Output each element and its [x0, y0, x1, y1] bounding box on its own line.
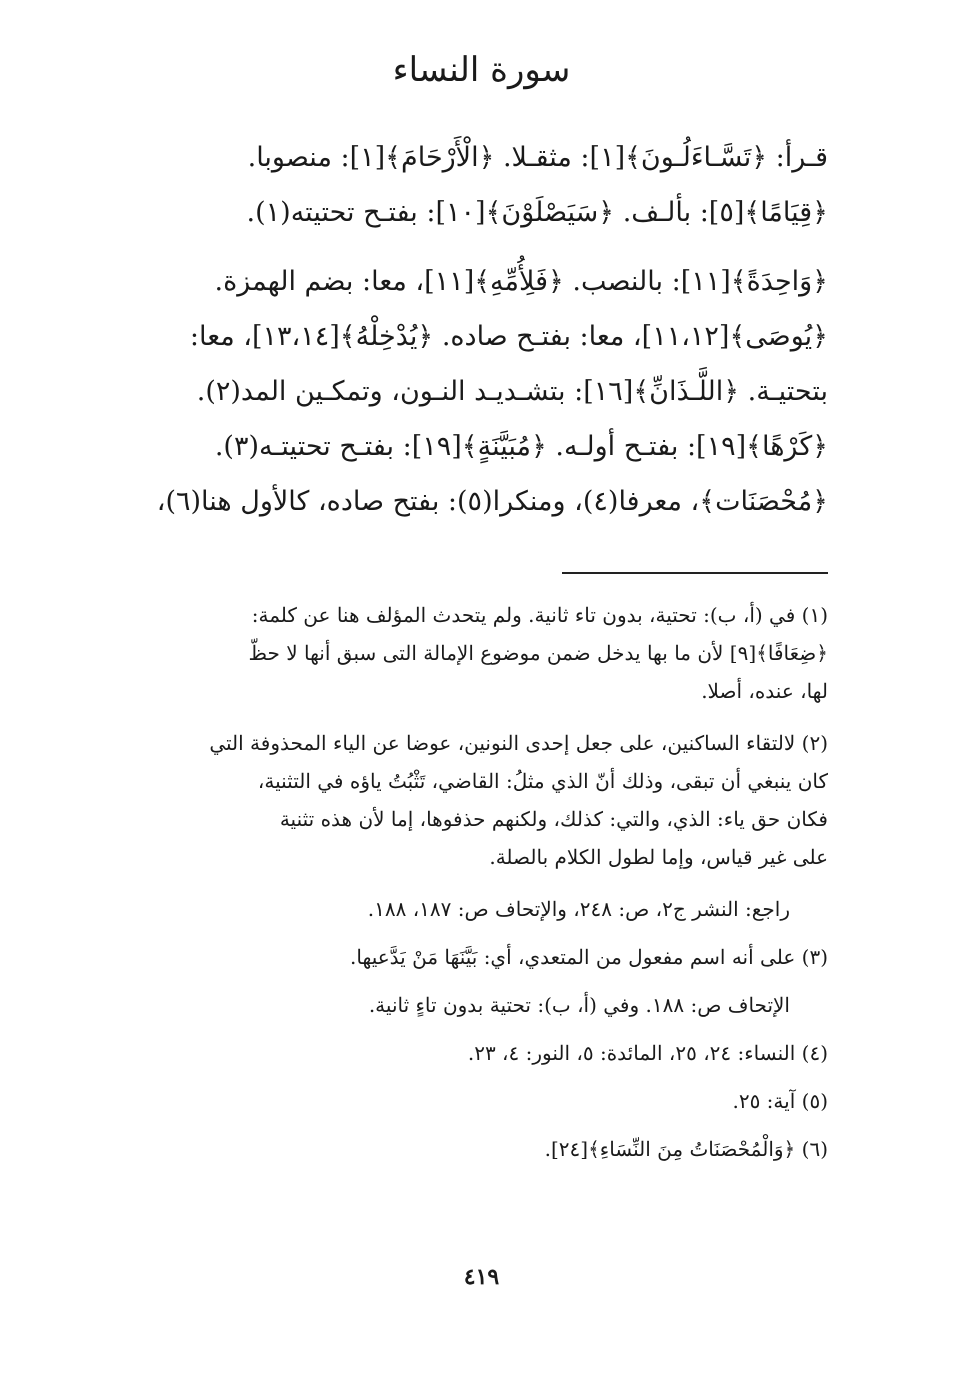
- footnote-line: على غير قياس، وإما لطول الكلام بالصلة.: [489, 845, 828, 869]
- text-line: ﴿وَاحِدَةً﴾[١١]: بالنصب. ﴿فَلِأُمِّهِ﴾[١١]، معا: بضم الهمزة.: [214, 266, 828, 297]
- footnote-line: راجع: النشر ج٢، ص: ٢٤٨، والإتحاف ص: ١٨٧، ١٨٨.: [367, 897, 790, 921]
- footnotes: [110, 596, 828, 1178]
- footnote-3: [110, 938, 828, 976]
- footnote-6: [110, 1130, 828, 1168]
- footnote-line: (٣) على أنه اسم مفعول من المتعدي، أي: بَيَّنَهَا مَنْ يَدَّعيها.: [350, 945, 828, 969]
- text-line: ﴿كَرْهًا﴾[١٩]: بفتـح أولـه. ﴿مُبَيَّنَةٍ﴾[١٩]: بفتـح تحتيتـه(٣).: [214, 431, 828, 462]
- footnote-line: الإتحاف ص: ١٨٨. وفي (أ، ب): تحتية بدون تاءٍ ثانية.: [368, 993, 790, 1017]
- text-line: بتحتيـة. ﴿اللَّـذَانِّ﴾[١٦]: بتشـديـد النـون، وتمكـين المد(٢).: [196, 376, 828, 407]
- footnote-2-reference: [110, 890, 828, 928]
- text-line: قـرأ: ﴿تَسَّـاءَلُـونَ﴾[١]: مثقـلا. ﴿الْأَرْحَامَ﴾[١]: منصوبا.: [247, 142, 828, 173]
- footnote-line: ﴿ضِعَافًا﴾[٩] لأن ما بها يدخل ضمن موضوع الإمالة التى سبق أنها لا حظّ: [248, 641, 828, 665]
- footnote-line: لها، عنده، أصلا.: [701, 679, 828, 703]
- footnote-line: (٢) لالتقاء الساكنين، على جعل إحدى النونين، عوضا عن الياء المحذوفة التي: [209, 731, 828, 755]
- paragraph-2: [115, 254, 828, 529]
- page-number: ٤١٩: [463, 1264, 500, 1290]
- footnote-separator: [562, 572, 828, 574]
- footnote-1: [110, 596, 828, 710]
- footnote-line: (١) في (أ، ب): تحتية، بدون تاء ثانية. ولم يتحدث المؤلف هنا عن كلمة:: [251, 603, 828, 627]
- footnote-line: فكان حق ياء: الذي، والتي: كذلك، ولكنهم حذفوها، إما لأن هذه تثنية: [279, 807, 828, 831]
- footnote-line: (٦) ﴿وَالْمُحْصَنَاتُ مِنَ النِّسَاءِ﴾[٢٤].: [544, 1137, 828, 1161]
- text-line: ﴿قِيَامًا﴾[٥]: بألـف. ﴿سَيَصْلَوْنَ﴾[١٠]: بفتـح تحتيته(١).: [246, 197, 828, 228]
- text-line: ﴿مُحْصَنَات﴾، معرفا(٤)، ومنكرا(٥): بفتح صاده، كالأول هنا(٦)،: [156, 486, 828, 517]
- main-text: [115, 130, 828, 529]
- text-line: ﴿يُوصَى﴾[١١،١٢]، معا: بفتـح صاده. ﴿يُدْخِلْهُ﴾[١٣،١٤]، معا:: [189, 321, 828, 352]
- footnote-line: كان ينبغي أن تبقى، وذلك أنّ الذي مثلُ: القاضي، تَثْبُتُ ياؤه في التثنية،: [257, 769, 828, 793]
- paragraph-1: [115, 130, 828, 240]
- footnote-2: [110, 724, 828, 876]
- footnote-line: (٥) آية: ٢٥.: [732, 1089, 828, 1113]
- footnote-line: (٤) النساء: ٢٤، ٢٥، المائدة: ٥، النور: ٤، ٢٣.: [467, 1041, 828, 1065]
- page-title: سورة النساء: [392, 50, 571, 90]
- footnote-5: [110, 1082, 828, 1120]
- footnote-3-reference: [110, 986, 828, 1024]
- footnote-4: [110, 1034, 828, 1072]
